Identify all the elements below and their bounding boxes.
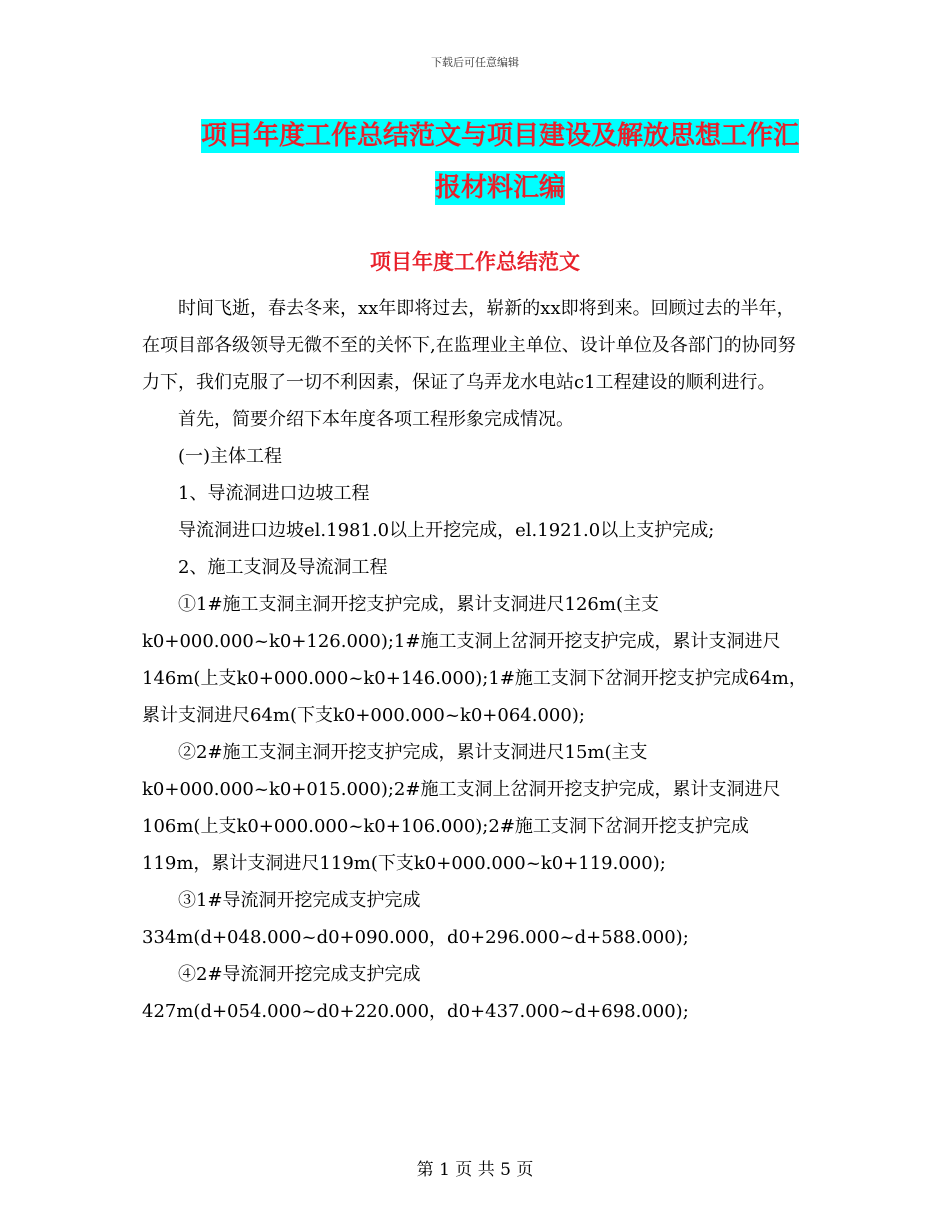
paragraph-overview: 首先，简要介绍下本年度各项工程形象完成情况。 — [178, 409, 574, 430]
document-body — [142, 290, 810, 1030]
paragraph-diversion-1: ③1#导流洞开挖完成支护完成 — [178, 890, 421, 911]
section-title: 项目年度工作总结范文 — [370, 250, 580, 274]
paragraph-inlet-slope: 导流洞进口边坡el.1981.0以上开挖完成，el.1921.0以上支护完成; — [178, 520, 715, 541]
title-line-1: 项目年度工作总结范文与项目建设及解放思想工作汇 — [200, 121, 799, 151]
paragraph-diversion-1-range: 334m(d+048.000~d0+090.000，d0+296.000~d+588.000); — [142, 927, 689, 948]
paragraph-tunnel-1: ①1#施工支洞主洞开挖支护完成，累计支洞进尺126m(主支k0+000.000~k0+126.000);1#施工支洞上岔洞开挖支护完成，累计支洞进尺146m(上支k0+000.000~k0+146.000);1#施工支洞下岔洞开挖支护完成64m，累计支洞进尺64m(下支k0+000.000~k0+064.000); — [142, 594, 807, 726]
paragraph-intro: 时间飞逝，春去冬来，xx年即将过去，崭新的xx即将到来。回顾过去的半年，在项目部各级领导无微不至的关怀下,在监理业主单位、设计单位及各部门的协同努力下，我们克服了一切不利因素，保证了乌弄龙水电站c1工程建设的顺利进行。 — [142, 298, 796, 393]
page-footer: 第 1 页 共 5 页 — [416, 1160, 534, 1180]
header-note: 下载后可任意编辑 — [431, 56, 519, 69]
heading-inlet-slope: 1、导流洞进口边坡工程 — [178, 483, 370, 504]
paragraph-diversion-2-range: 427m(d+054.000~d0+220.000，d0+437.000~d+698.000); — [142, 1001, 689, 1022]
paragraph-diversion-2: ④2#导流洞开挖完成支护完成 — [178, 964, 421, 985]
heading-tunnels: 2、施工支洞及导流洞工程 — [178, 557, 388, 578]
document-title — [150, 110, 850, 214]
paragraph-tunnel-2: ②2#施工支洞主洞开挖支护完成，累计支洞进尺15m(主支k0+000.000~k0+015.000);2#施工支洞上岔洞开挖支护完成，累计支洞进尺106m(上支k0+000.000~k0+106.000);2#施工支洞下岔洞开挖支护完成119m，累计支洞进尺119m(下支k0+000.000~k0+119.000); — [142, 742, 781, 874]
heading-main-works: (一)主体工程 — [178, 446, 283, 467]
title-line-2: 报材料汇编 — [434, 173, 565, 203]
